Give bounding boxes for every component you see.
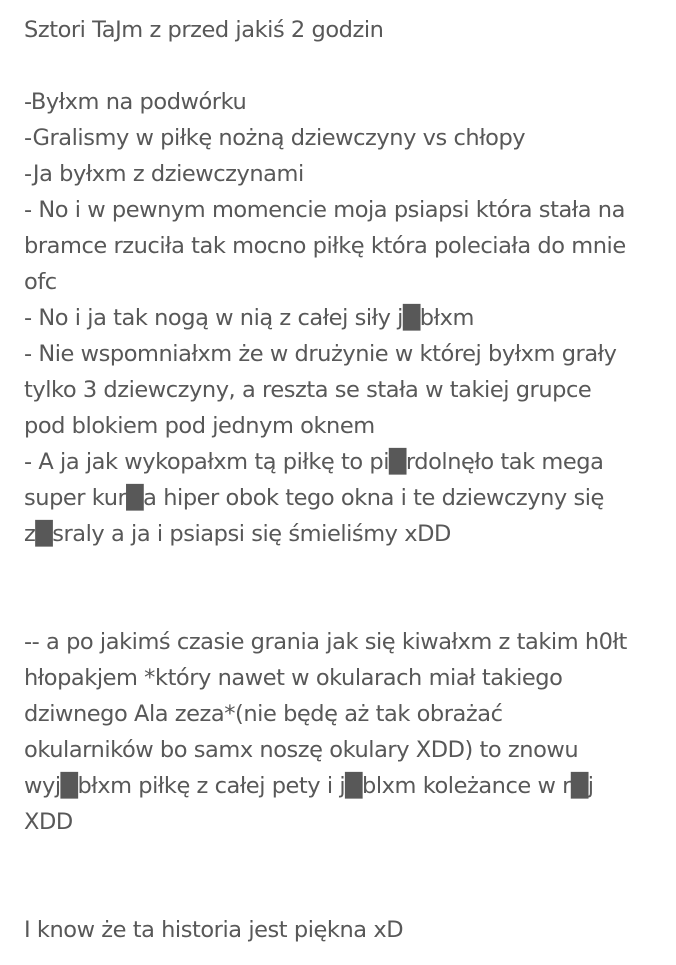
story-line: dziwnego Ala zeza*(nie będę aż tak obrażać (24, 701, 503, 727)
story-line: bramce rzuciła tak mocno piłkę która poleciała do mnie (24, 233, 626, 259)
story-line: okularników bo samx noszę okulary XDD) to znowu (24, 737, 579, 763)
story-line: - A ja jak wykopałxm tą piłkę to pi█rdolnęło tak mega (24, 449, 604, 475)
story-line: -- a po jakimś czasie grania jak się kiwałxm z takim h0łt (24, 629, 627, 655)
story-line: z█sraly a ja i psiapsi się śmieliśmy xDD (24, 521, 451, 547)
blank-line (24, 48, 670, 84)
post-body (24, 12, 670, 948)
story-line: ofc (24, 269, 57, 295)
story-line: pod blokiem pod jednym oknem (24, 413, 375, 439)
story-line: wyj█błxm piłkę z całej pety i j█blxm koleżance w r█j (24, 773, 594, 799)
story-line: -Ja byłxm z dziewczynami (24, 161, 304, 187)
story-line: - No i w pewnym momencie moja psiapsi która stała na (24, 197, 625, 223)
blank-line (24, 552, 670, 624)
story-line: -Gralismy w piłkę nożną dziewczyny vs chłopy (24, 125, 526, 151)
post-title: Sztori TaJm z przed jakiś 2 godzin (24, 17, 384, 43)
story-line: hłopakjem *który nawet w okularach miał takiego (24, 665, 563, 691)
story-line: - No i ja tak nogą w nią z całej siły j█błxm (24, 305, 474, 331)
story-line: tylko 3 dziewczyny, a reszta se stała w takiej grupce (24, 377, 592, 403)
post-footer: I know że ta historia jest piękna xD (24, 917, 404, 943)
story-line: - Nie wspomniałxm że w drużynie w której byłxm grały (24, 341, 617, 367)
story-line: super kur█a hiper obok tego okna i te dziewczyny się (24, 485, 604, 511)
story-line: -Byłxm na podwórku (24, 89, 247, 115)
story-line: XDD (24, 809, 73, 835)
blank-line (24, 840, 670, 912)
